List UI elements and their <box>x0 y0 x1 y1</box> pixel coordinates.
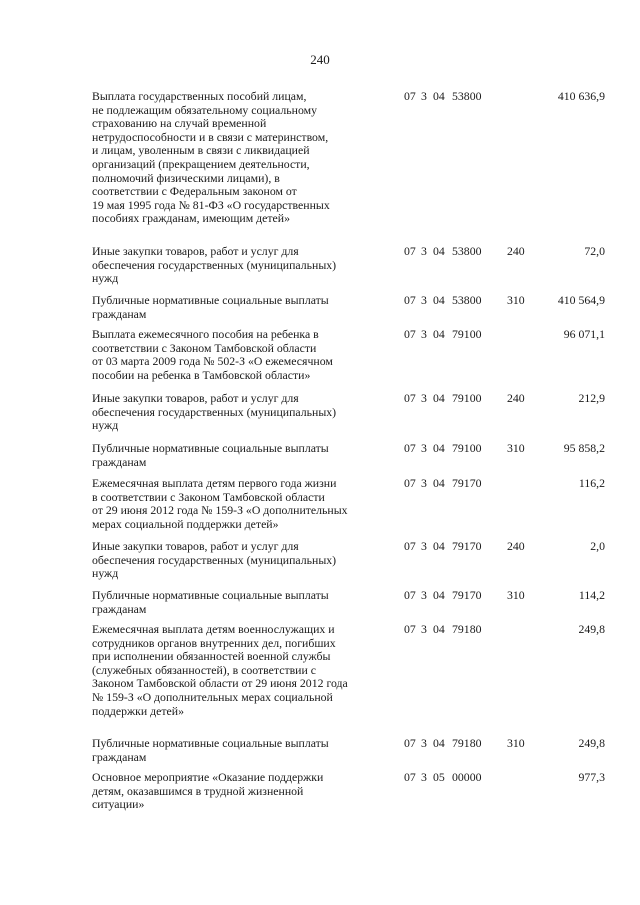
code-part: 07 <box>404 588 416 602</box>
description-line: Основное мероприятие «Оказание поддержки <box>92 770 324 784</box>
code-part: 04 <box>433 622 445 636</box>
row-description <box>92 90 392 226</box>
row-description <box>92 442 392 469</box>
code-part: 79100 <box>452 441 482 455</box>
code-part: 07 <box>404 441 416 455</box>
description-line: Выплата ежемесячного пособия на ребенка в <box>92 327 319 341</box>
description-line: соответствии с Федеральным законом от <box>92 184 297 199</box>
code-part: 07 <box>404 622 416 636</box>
description-line: в соответствии с Законом Тамбовской области <box>92 489 325 504</box>
description-line: страхованию на случай временной <box>92 116 267 131</box>
row-description <box>92 623 392 718</box>
row-code <box>404 589 482 603</box>
description-line: Иные закупки товаров, работ и услуг для <box>92 539 299 553</box>
row-amount: 72,0 <box>584 244 605 258</box>
row-amount: 249,8 <box>578 736 605 750</box>
row-description <box>92 328 392 382</box>
row-code <box>404 245 482 259</box>
row-vr: 240 <box>507 391 525 405</box>
description-line: Публичные нормативные социальные выплаты <box>92 588 329 602</box>
code-part: 04 <box>433 89 445 103</box>
code-part: 07 <box>404 89 416 103</box>
code-part: 07 <box>404 293 416 307</box>
description-line: (служебных обязанностей), в соответствии с <box>92 662 316 677</box>
row-amount: 977,3 <box>578 770 605 784</box>
code-part: 79100 <box>452 391 482 405</box>
row-description <box>92 737 392 764</box>
code-part: 79170 <box>452 588 482 602</box>
row-amount: 116,2 <box>578 476 605 490</box>
code-part: 79180 <box>452 736 482 750</box>
code-part: 07 <box>404 476 416 490</box>
code-part: 04 <box>433 588 445 602</box>
code-part: 04 <box>433 391 445 405</box>
code-part: 3 <box>421 89 427 103</box>
description-line: нужд <box>92 566 119 581</box>
row-description <box>92 294 392 321</box>
code-part: 79170 <box>452 476 482 490</box>
code-part: 53800 <box>452 293 482 307</box>
row-vr: 310 <box>507 736 525 750</box>
row-description <box>92 392 392 433</box>
description-line: гражданам <box>92 454 147 469</box>
code-part: 07 <box>404 391 416 405</box>
row-vr: 310 <box>507 293 525 307</box>
row-amount: 410 564,9 <box>557 293 605 307</box>
row-amount: 410 636,9 <box>557 89 605 103</box>
description-line: не подлежащим обязательному социальному <box>92 102 317 117</box>
code-part: 3 <box>421 244 427 258</box>
description-line: нетрудоспособности и в связи с материнством, <box>92 129 329 144</box>
row-amount: 95 858,2 <box>563 441 605 455</box>
row-vr: 310 <box>507 441 525 455</box>
code-part: 04 <box>433 244 445 258</box>
description-line: обеспечения государственных (муниципальных) <box>92 552 337 567</box>
row-code <box>404 540 482 554</box>
code-part: 3 <box>421 293 427 307</box>
row-code <box>404 294 482 308</box>
row-code <box>404 442 482 456</box>
description-line: полномочий физическими лицами), в <box>92 170 280 185</box>
description-line: соответствии с Законом Тамбовской области <box>92 340 317 355</box>
row-description <box>92 771 392 812</box>
code-part: 04 <box>433 736 445 750</box>
description-line: мерах социальной поддержки детей» <box>92 516 279 531</box>
description-line: обеспечения государственных (муниципальных) <box>92 404 337 419</box>
code-part: 04 <box>433 476 445 490</box>
description-line: поддержки детей» <box>92 703 184 718</box>
description-line: ситуации» <box>92 797 145 812</box>
row-amount: 2,0 <box>590 539 605 553</box>
description-line: детям, оказавшимся в трудной жизненной <box>92 783 304 798</box>
description-line: и лицам, уволенным в связи с ликвидацией <box>92 143 310 158</box>
row-amount: 212,9 <box>578 391 605 405</box>
row-amount: 114,2 <box>578 588 605 602</box>
code-part: 04 <box>433 293 445 307</box>
code-part: 3 <box>421 588 427 602</box>
code-part: 04 <box>433 327 445 341</box>
description-line: сотрудников органов внутренних дел, погибших <box>92 635 336 650</box>
description-line: гражданам <box>92 306 147 321</box>
description-line: Иные закупки товаров, работ и услуг для <box>92 391 299 405</box>
code-part: 3 <box>421 391 427 405</box>
code-part: 3 <box>421 770 427 784</box>
description-line: пособии на ребенка в Тамбовской области» <box>92 367 311 382</box>
code-part: 07 <box>404 770 416 784</box>
description-line: гражданам <box>92 601 147 616</box>
description-line: Публичные нормативные социальные выплаты <box>92 736 329 750</box>
code-part: 07 <box>404 736 416 750</box>
description-line: Выплата государственных пособий лицам, <box>92 89 307 103</box>
code-part: 05 <box>433 770 445 784</box>
description-line: Ежемесячная выплата детям первого года жизни <box>92 476 337 490</box>
row-code <box>404 90 482 104</box>
description-line: гражданам <box>92 749 147 764</box>
row-code <box>404 392 482 406</box>
row-description <box>92 245 392 286</box>
row-vr: 240 <box>507 539 525 553</box>
code-part: 53800 <box>452 89 482 103</box>
description-line: обеспечения государственных (муниципальных) <box>92 257 337 272</box>
description-line: Иные закупки товаров, работ и услуг для <box>92 244 299 258</box>
code-part: 3 <box>421 622 427 636</box>
description-line: № 159-З «О дополнительных мерах социальной <box>92 689 333 704</box>
row-code <box>404 328 482 342</box>
row-vr: 310 <box>507 588 525 602</box>
code-part: 3 <box>421 441 427 455</box>
description-line: пособиях гражданам, имеющим детей» <box>92 211 290 226</box>
code-part: 07 <box>404 244 416 258</box>
code-part: 3 <box>421 476 427 490</box>
description-line: Законом Тамбовской области от 29 июня 2012 года <box>92 676 348 691</box>
description-line: от 03 марта 2009 года № 502-З «О ежемесячном <box>92 354 333 369</box>
code-part: 3 <box>421 327 427 341</box>
row-code <box>404 623 482 637</box>
row-amount: 249,8 <box>578 622 605 636</box>
page-number: 240 <box>310 52 330 67</box>
description-line: Ежемесячная выплата детям военнослужащих и <box>92 622 335 636</box>
description-line: Публичные нормативные социальные выплаты <box>92 293 329 307</box>
description-line: нужд <box>92 271 119 286</box>
code-part: 07 <box>404 539 416 553</box>
row-amount: 96 071,1 <box>563 327 605 341</box>
row-description <box>92 540 392 581</box>
code-part: 79170 <box>452 539 482 553</box>
code-part: 79100 <box>452 327 482 341</box>
row-vr: 240 <box>507 244 525 258</box>
row-description <box>92 477 392 531</box>
row-code <box>404 737 482 751</box>
code-part: 00000 <box>452 770 482 784</box>
row-description <box>92 589 392 616</box>
description-line: 19 мая 1995 года № 81-ФЗ «О государственных <box>92 197 330 212</box>
description-line: Публичные нормативные социальные выплаты <box>92 441 329 455</box>
code-part: 3 <box>421 736 427 750</box>
code-part: 04 <box>433 441 445 455</box>
row-code <box>404 477 482 491</box>
code-part: 79180 <box>452 622 482 636</box>
description-line: при исполнении обязанностей военной службы <box>92 649 331 664</box>
description-line: нужд <box>92 418 119 433</box>
description-line: от 29 июня 2012 года № 159-З «О дополнительных <box>92 503 348 518</box>
row-code <box>404 771 482 785</box>
code-part: 3 <box>421 539 427 553</box>
code-part: 04 <box>433 539 445 553</box>
code-part: 53800 <box>452 244 482 258</box>
code-part: 07 <box>404 327 416 341</box>
description-line: организаций (прекращением деятельности, <box>92 156 310 171</box>
